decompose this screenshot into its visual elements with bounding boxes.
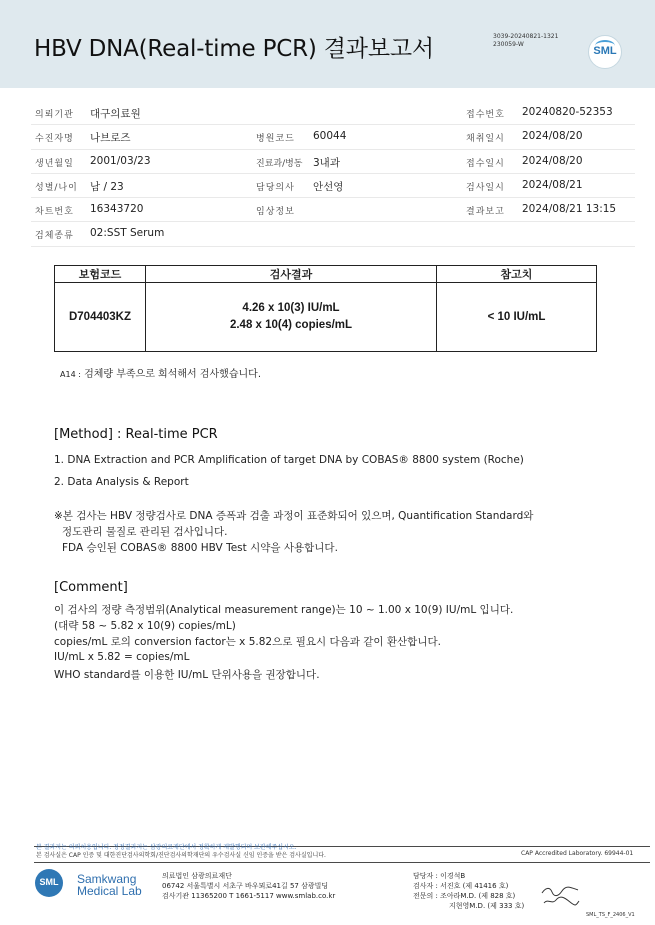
test-result-header: 검사결과 (146, 266, 437, 283)
collect-date-label: 채취일시 (466, 134, 505, 145)
institution-value: 대구의료원 (90, 108, 141, 120)
collect-date-value: 2024/08/20 (522, 130, 583, 143)
signature-image (540, 883, 580, 909)
receipt-no-label: 접수번호 (466, 110, 505, 120)
patient-name-value: 나브로즈 (90, 132, 131, 145)
footer-notice-2: 본 검사실은 CAP 인증 및 대한진단검사의학회/진단검사의학재단의 우수검사실 신임 인증을 받은 검사실입니다. (36, 852, 326, 859)
comment-heading: [Comment] (54, 580, 128, 595)
chart-no-label: 차트번호 (35, 207, 74, 218)
info-row (31, 174, 635, 198)
report-date-label: 결과보고 (466, 207, 505, 218)
note-code: A14 : (60, 370, 81, 379)
org-name: 의료법인 삼광의료재단 (162, 872, 232, 880)
patient-info (31, 101, 635, 247)
test-date-label: 검사일시 (466, 182, 505, 193)
report-title: HBV DNA(Real-time PCR) 결과보고서 (34, 36, 434, 62)
footer-divider (34, 862, 650, 863)
comment-line-4: IU/mL x 5.82 = copies/mL (54, 651, 190, 663)
institution-label: 의뢰기관 (35, 110, 74, 120)
specimen-value: 02:SST Serum (90, 227, 165, 240)
info-row (31, 101, 635, 125)
note-text: 검체량 부족으로 희석해서 검사했습니다. (80, 369, 262, 380)
method-remark-2: 정도관리 물질로 관리된 검사입니다. (62, 526, 228, 538)
info-row (31, 150, 635, 174)
specimen-note (60, 365, 261, 380)
table-header-row (55, 266, 597, 283)
staff-tester: 검사자 : 서진호 (제 41416 호) (413, 882, 509, 890)
department-value: 3내과 (313, 156, 340, 169)
receipt-date-value: 2024/08/20 (522, 154, 583, 167)
result-iu-value: 4.26 x 10(3) IU/mL (242, 302, 340, 314)
birth-date-label: 생년월일 (35, 158, 74, 169)
comment-line-1: 이 검사의 정량 측정범위(Analytical measurement range)는 10 ~ 1.00 x 10(9) IU/mL 입니다. (54, 604, 514, 616)
clinical-info-label: 임상정보 (256, 207, 295, 218)
insurance-code-header: 보험코드 (55, 266, 146, 283)
doctor-value: 안선영 (313, 180, 344, 193)
test-date-value: 2024/08/21 (522, 178, 583, 191)
org-info (162, 871, 335, 901)
form-code: SML_TS_F_2406_V1 (586, 912, 635, 918)
department-label: 진료과/병동 (256, 158, 303, 169)
footer-notice-1: 본 결과지는 의뢰처용입니다. 정정결과지는 삼광의료재단에서 정확하게 재발행되며 보관해주십시오. (36, 844, 297, 851)
org-address: 06742 서울특별시 서초구 바우뫼로41길 57 삼광빌딩 (162, 882, 329, 890)
footer-brand: Samkwang Medical Lab (77, 872, 142, 898)
report-date-value: 2024/08/21 13:15 (522, 203, 617, 216)
sml-logo: SML (588, 35, 622, 69)
method-item-2: 2. Data Analysis & Report (54, 476, 189, 488)
sex-age-value: 남 / 23 (90, 180, 124, 193)
staff-specialist-1: 전문의 : 조아라M.D. (제 828 호) (413, 892, 516, 900)
comment-line-3: copies/mL 로의 conversion factor는 x 5.82으로 필요시 다음과 같이 환산합니다. (54, 636, 441, 648)
receipt-no-value: 20240820-52353 (522, 106, 613, 118)
result-table (54, 265, 597, 352)
insurance-code-cell: D704403KZ (55, 283, 146, 352)
info-row (31, 125, 635, 149)
result-copies-value: 2.48 x 10(4) copies/mL (229, 319, 353, 331)
org-contact: 검사기관 11365200 T 1661-5117 www.smlab.co.kr (162, 892, 336, 900)
staff-specialist-2: 지현영M.D. (제 333 호) (449, 902, 525, 910)
info-row (31, 198, 635, 222)
info-row (31, 222, 635, 246)
comment-line-5: WHO standard를 이용한 IU/mL 단위사용을 권장합니다. (54, 669, 320, 681)
hospital-code-label: 병원코드 (256, 134, 295, 145)
patient-name-label: 수진자명 (35, 134, 74, 145)
document-id: 3039-20240821-1321 230059-W (493, 33, 559, 48)
staff-manager: 담당자 : 이경석B (413, 872, 466, 880)
reference-cell: < 10 IU/mL (437, 283, 597, 352)
cap-accreditation: CAP Accredited Laboratory. 69944-01 (521, 850, 634, 857)
report-header (0, 0, 655, 88)
birth-date-value: 2001/03/23 (90, 154, 151, 167)
method-remark-3: FDA 승인된 COBAS® 8800 HBV Test 시약을 사용합니다. (62, 542, 338, 554)
method-heading: [Method] : Real-time PCR (54, 427, 218, 442)
test-result-cell (146, 283, 437, 352)
samkwang-logo: SML (35, 869, 63, 897)
method-remark-1: ※본 검사는 HBV 정량검사로 DNA 증폭과 검출 과정이 표준화되어 있으며, Quantification Standard와 (54, 510, 534, 522)
staff-info (413, 871, 524, 911)
table-row (55, 283, 597, 352)
doctor-label: 담당의사 (256, 182, 295, 193)
reference-header: 참고치 (437, 266, 597, 283)
chart-no-value: 16343720 (90, 203, 144, 216)
receipt-date-label: 접수일시 (466, 158, 505, 169)
sex-age-label: 성별/나이 (35, 182, 78, 193)
specimen-label: 검체종류 (35, 231, 74, 242)
hospital-code-value: 60044 (313, 130, 347, 143)
method-item-1: 1. DNA Extraction and PCR Amplification of target DNA by COBAS® 8800 system (Roche) (54, 454, 524, 466)
comment-line-2: (대략 58 ~ 5.82 x 10(9) copies/mL) (54, 620, 236, 632)
